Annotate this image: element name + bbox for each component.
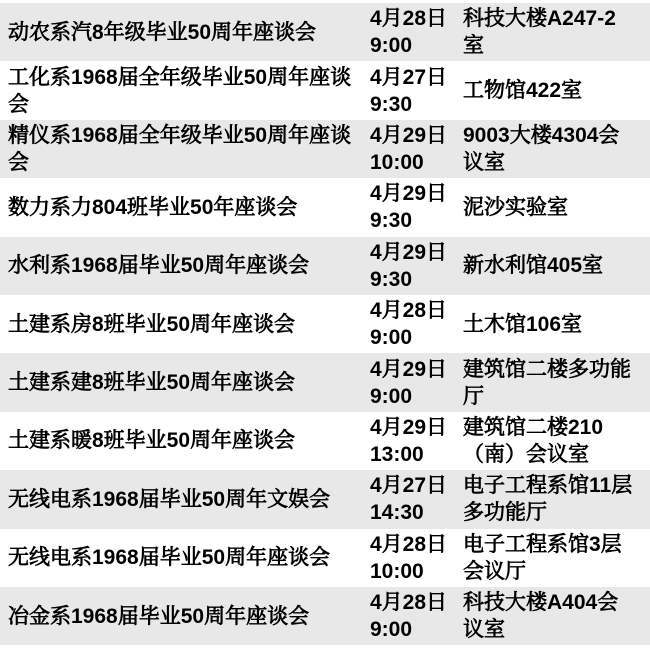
event-date: 4月29日	[370, 240, 448, 264]
event-name-cell: 土建系房8班毕业50周年座谈会	[8, 312, 296, 336]
table-row	[0, 529, 650, 587]
event-time: 9:30	[370, 209, 413, 233]
location-cell: 电子工程系馆3层会议厅	[463, 532, 622, 583]
event-time: 10:00	[370, 150, 424, 174]
event-name-cell: 冶金系1968届毕业50周年座谈会	[8, 604, 310, 628]
event-name-cell: 无线电系1968届毕业50周年座谈会	[8, 546, 331, 570]
event-date: 4月29日	[370, 182, 448, 206]
location-cell: 科技大楼A404会议室	[463, 591, 619, 642]
table-row	[0, 470, 650, 528]
location-cell: 建筑馆二楼多功能厅	[463, 357, 631, 408]
event-date: 4月29日	[370, 123, 448, 147]
event-date: 4月28日	[370, 532, 448, 556]
event-name-cell: 工化系1968届全年级毕业50周年座谈会	[8, 65, 352, 116]
table-row	[0, 178, 650, 236]
event-time: 9:00	[370, 384, 413, 408]
location-cell: 9003大楼4304会议室	[463, 123, 620, 174]
event-date: 4月29日	[370, 415, 448, 439]
location-cell: 建筑馆二楼210（南）会议室	[463, 415, 604, 466]
location-cell: 工物馆422室	[463, 79, 583, 103]
event-name-cell: 动农系汽8年级毕业50周年座谈会	[8, 20, 317, 44]
event-name-cell: 水利系1968届毕业50周年座谈会	[8, 254, 310, 278]
date-time-cell	[370, 356, 463, 410]
date-time-cell	[370, 239, 463, 293]
date-time-cell	[370, 589, 463, 643]
event-time: 9:30	[370, 92, 413, 116]
event-name-cell: 土建系暖8班毕业50周年座谈会	[8, 429, 296, 453]
table-row	[0, 295, 650, 353]
event-date: 4月28日	[370, 7, 448, 31]
location-cell: 新水利馆405室	[463, 254, 604, 278]
event-time: 13:00	[370, 442, 424, 466]
date-time-cell	[370, 531, 463, 585]
event-time: 9:00	[370, 34, 413, 58]
date-time-cell	[370, 5, 463, 59]
event-name-cell: 无线电系1968届毕业50周年文娱会	[8, 487, 331, 511]
location-cell: 泥沙实验室	[463, 195, 568, 219]
table-row	[0, 120, 650, 178]
event-date: 4月28日	[370, 591, 448, 615]
location-cell: 科技大楼A247-2室	[463, 7, 616, 58]
event-time: 9:00	[370, 618, 413, 642]
date-time-cell	[370, 122, 463, 176]
event-name-cell: 数力系力804班毕业50年座谈会	[8, 195, 298, 219]
table-row	[0, 587, 650, 645]
event-date: 4月29日	[370, 357, 448, 381]
location-cell: 电子工程系馆11层多功能厅	[463, 474, 633, 525]
location-cell: 土木馆106室	[463, 312, 583, 336]
event-name-cell: 土建系建8班毕业50周年座谈会	[8, 371, 296, 395]
date-time-cell	[370, 472, 463, 526]
event-time: 14:30	[370, 501, 424, 525]
date-time-cell	[370, 414, 463, 468]
event-time: 10:00	[370, 559, 424, 583]
date-time-cell	[370, 64, 463, 118]
date-time-cell	[370, 180, 463, 234]
event-time: 9:00	[370, 326, 413, 350]
event-date: 4月28日	[370, 299, 448, 323]
event-time: 9:30	[370, 267, 413, 291]
table-row	[0, 412, 650, 470]
event-date: 4月27日	[370, 474, 448, 498]
table-row	[0, 61, 650, 119]
table-row	[0, 353, 650, 411]
table-row	[0, 3, 650, 61]
event-name-cell: 精仪系1968届全年级毕业50周年座谈会	[8, 123, 352, 174]
event-date: 4月27日	[370, 65, 448, 89]
date-time-cell	[370, 297, 463, 351]
table-row	[0, 237, 650, 295]
